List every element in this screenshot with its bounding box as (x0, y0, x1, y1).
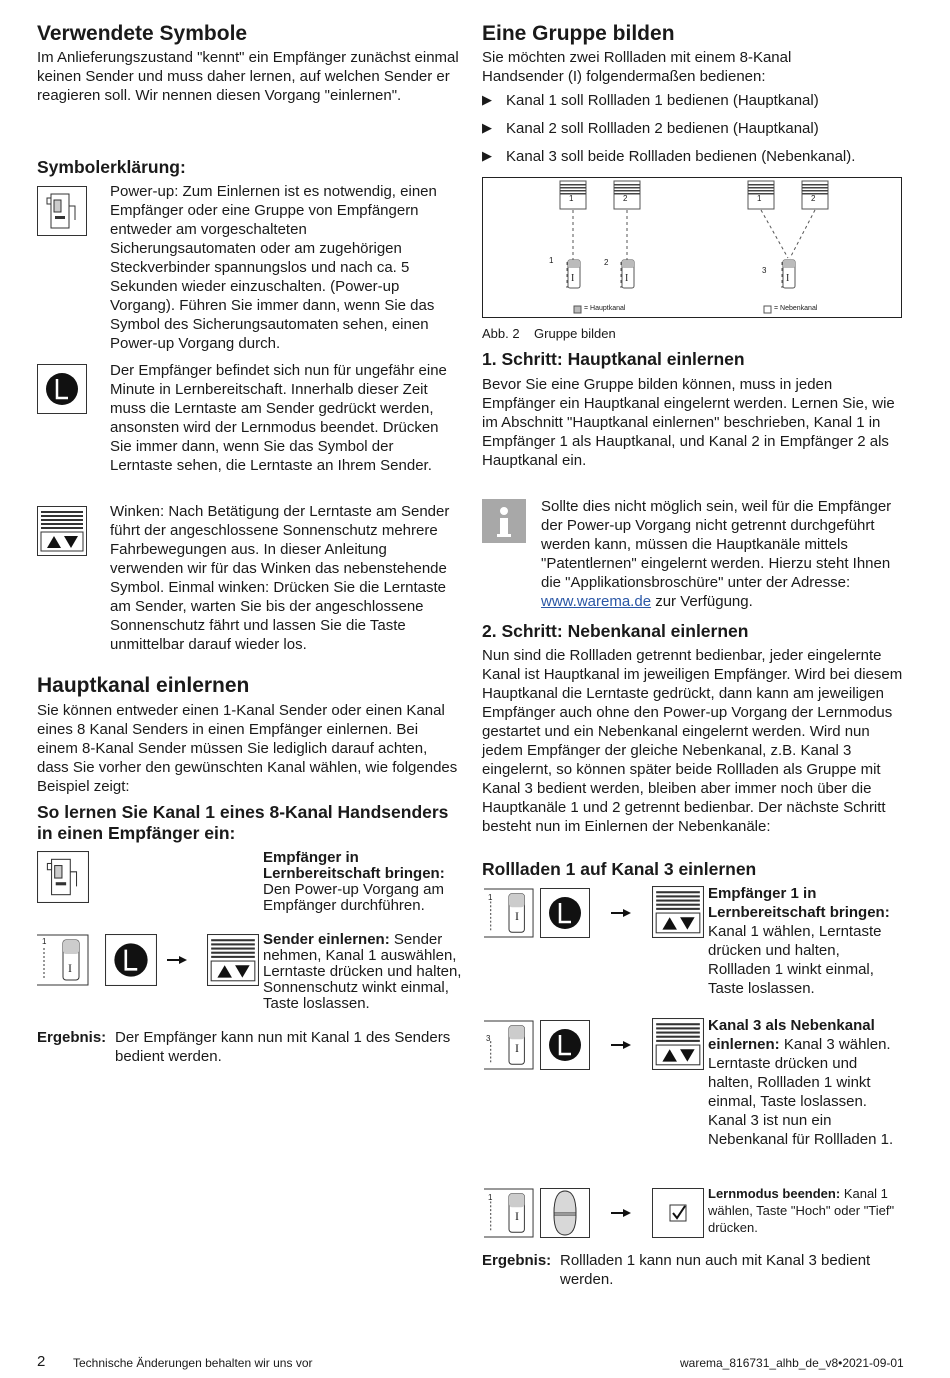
channel-label: 1 (488, 1193, 493, 1202)
breaker-icon (37, 186, 87, 236)
bullet-icon: ▶ (482, 92, 492, 107)
group-figure (482, 177, 902, 318)
step1-label: Empfänger in Lernbereitschaft bringen: (263, 849, 445, 882)
learn-key-icon (540, 888, 590, 938)
arrow-icon (167, 956, 187, 964)
learn-text: Der Empfänger befindet sich nun für ungefähr eine Minute in Lernbereitschaft. Innerhalb dieser Zeit muss die Lerntaste am Sender gedrückt werden, ansonsten wird der Lernmodus beendet. Drücken Sie immer dann, wenn Sie das Symbol der Lerntaste sehen, die Lerntaste an Ihrem Sender. (110, 362, 447, 474)
roll-step2-label: Kanal 3 als Nebenkanal einlernen: (708, 1017, 875, 1053)
roll-step2-desc: Kanal 3 wählen. Lerntaste drücken und halten, Rollladen 1 winkt einmal, Taste loslassen. Kanal 3 ist nun ein Nebenkanal für Rollladen 1. (708, 1036, 894, 1148)
heading-group: Eine Gruppe bilden (482, 22, 675, 45)
figure-blind-label: 1 (569, 194, 574, 203)
roll-step3-text (708, 1185, 904, 1236)
bullet-icon: ▶ (482, 120, 492, 135)
bullet-1: Kanal 1 soll Rollladen 1 bedienen (Hauptkanal) (506, 92, 819, 109)
figure-caption: Abb. 2 Gruppe bilden (482, 326, 616, 341)
warema-link[interactable]: www.warema.de (541, 593, 652, 610)
arrow-icon (611, 909, 631, 917)
learn-key-icon (540, 1020, 590, 1070)
heading-learn-channel1: So lernen Sie Kanal 1 eines 8-Kanal Handsenders in einen Empfänger ein: (37, 802, 449, 843)
main-text: Sie können entweder einen 1-Kanal Sender oder einen Kanal eines 8 Kanal Senders in einen Empfänger einlernen. Bei einem 8-Kanal Sender müssen Sie lediglich darauf achten, dass Sie vorher den gewünschten Kanal wählen, wie folgendes Beispiel zeigt: (37, 702, 458, 795)
page-number: 2 (37, 1353, 46, 1370)
result-label: Ergebnis: (37, 1029, 107, 1046)
figure-blind-label: 1 (757, 194, 762, 203)
legend-main-channel: = Hauptkanal (584, 305, 626, 312)
arrow-icon (611, 1209, 631, 1217)
wink-icon (207, 934, 259, 986)
info-body: Sollte dies nicht möglich sein, weil für die Empfänger der Power-up Vorgang nicht getrennt durchgeführt werden kann, müssen die Hauptkanäle mittels "Patentlernen" eingelernt werden. Hierzu steht Ihnen die "Applikationsbroschüre" unter der Adresse: (541, 498, 892, 591)
intro-text: Im Anlieferungszustand "kennt" ein Empfänger zunächst einmal keinen Sender und muss daher lernen, auf welchen Sender er reagieren soll. Wir nennen diesen Vorgang "einlernen". (37, 49, 459, 104)
roll-step3-desc: Kanal 1 wählen, Taste "Hoch" oder "Tief" drücken. (708, 1186, 895, 1235)
figure-i-label: I (625, 273, 629, 284)
svg-text:I: I (68, 961, 72, 975)
footer-note: Technische Änderungen behalten wir uns vor (73, 1356, 313, 1370)
result-text: Der Empfänger kann nun mit Kanal 1 des Senders bedient werden. (115, 1029, 451, 1065)
figure-i-label: I (571, 273, 575, 284)
step2-text (263, 932, 463, 1012)
bullet-3: Kanal 3 soll beide Rollladen bedienen (Nebenkanal). (506, 148, 856, 165)
breaker-icon (37, 851, 89, 903)
legend-sub-channel: = Nebenkanal (774, 305, 818, 312)
checkbox-icon (652, 1188, 704, 1238)
figure-channel-label: 3 (762, 266, 767, 275)
bullet-icon: ▶ (482, 148, 492, 163)
transmitter-i-label: I (515, 1041, 519, 1055)
step2-text: Nun sind die Rollladen getrennt bedienbar, jeder eingelernte Kanal ist Hauptkanal im jeweiligen Empfänger. Wird bei diesem Hauptkanal die Lerntaste gedrückt, dann kann am jeweiligen Empfänger auch ohne den Power-up Vorgang der Lernmodus gestartet und ein Nebenkanal eingelernt werden. Wird nun jedem Empfänger der gleiche Nebenkanal, z.B. Kanal 3 eingelernt, so können später beide Rollladen als Gruppe mit Kanal 3 bedient werden, bleiben aber immer noch über die Hauptkanäle 1 und 2 getrennt bedienbar. Der nächste Schritt besteht nun im Einlernen der Nebenkanäle: (482, 647, 903, 835)
roll-step3-label: Lernmodus beenden: (708, 1186, 841, 1201)
transmitter-icon (484, 1020, 534, 1070)
info-tail: zur Verfügung. (655, 593, 753, 610)
heading-symbols: Verwendete Symbole (37, 22, 248, 45)
wink-icon (652, 886, 704, 938)
figure-channel-label: 1 (549, 256, 554, 265)
transmitter-i-label: I (515, 1209, 519, 1223)
group-intro: Sie möchten zwei Rollladen mit einem 8-Kanal Handsender (I) folgendermaßen bedienen: (482, 49, 792, 85)
heading-step2: 2. Schritt: Nebenkanal einlernen (482, 621, 749, 641)
arrow-icon (611, 1041, 631, 1049)
wink-icon (652, 1018, 704, 1070)
heading-roll: Rollladen 1 auf Kanal 3 einlernen (482, 859, 757, 879)
channel-label: 1 (42, 937, 47, 946)
step1-desc: Den Power-up Vorgang am Empfänger durchführen. (263, 881, 444, 914)
step2-label: Sender einlernen: (263, 931, 390, 948)
roll-step1-text (708, 884, 906, 998)
info-icon (482, 499, 526, 543)
learn-key-icon (37, 364, 87, 414)
step1-text: Bevor Sie eine Gruppe bilden können, muss in jeden Empfänger ein Hauptkanal eingelernt werden. Lernen Sie, wie im Abschnitt "Hauptkanal einlernen" beschrieben, Kanal 1 in Empfänger 1 als Hauptkanal, und Kanal 2 in Empfänger 2 als Hauptkanal ein. (482, 376, 895, 469)
heading-step1: 1. Schritt: Hauptkanal einlernen (482, 349, 745, 369)
heading-legend: Symbolerklärung: (37, 157, 186, 177)
bullet-2: Kanal 2 soll Rollladen 2 bedienen (Hauptkanal) (506, 120, 819, 137)
roll-step2-text (708, 1016, 904, 1149)
transmitter-i-label: I (515, 909, 519, 923)
channel-label: 1 (488, 893, 493, 902)
step1-text (263, 850, 463, 914)
figure-i-label: I (786, 273, 790, 284)
step2-desc: Sender nehmen, Kanal 1 auswählen, Lerntaste drücken und halten, Sonnenschutz winkt einmal, Taste loslassen. (263, 931, 462, 1012)
figure-blind-label: 2 (811, 194, 816, 203)
roll-step1-label: Empfänger 1 in Lernbereitschaft bringen: (708, 885, 890, 921)
wink-text: Winken: Nach Betätigung der Lerntaste am Sender führt der angeschlossene Sonnenschutz mehrere Fahrbewegungen aus. In dieser Anleitung verwenden wir für das Winken das nebenstehende Symbol. Einmal winken: Drücken Sie die Lerntaste am Sender, warten Sie bis der angeschlossene Sonnenschutz fährt und lassen Sie die Taste unmittelbar darauf wieder los. (110, 503, 450, 653)
roll-step1-desc: Kanal 1 wählen, Lerntaste drücken und halten, Rollladen 1 winkt einmal, Taste loslassen. (708, 923, 882, 997)
footer-doc-id: warema_816731_alhb_de_v8•2021-09-01 (680, 1356, 904, 1370)
channel-label: 3 (486, 1034, 491, 1043)
up-down-keys-icon (540, 1188, 590, 1238)
info-text (541, 497, 903, 611)
learn-key-icon (105, 934, 157, 986)
figure-channel-label: 2 (604, 258, 609, 267)
result-label: Ergebnis: (482, 1252, 552, 1269)
heading-main-channel: Hauptkanal einlernen (37, 674, 250, 697)
wink-icon (37, 506, 87, 556)
powerup-text: Power-up: Zum Einlernen ist es notwendig, einen Empfänger oder eine Gruppe von Empfängern entweder am vorgeschalteten Sicherungsautomaten oder am zugehörigen Steckverbinder spannungslos und nach ca. 5 Sekunden wieder einzuschalten. (Power-up Vorgang). Führen Sie immer dann, wenn Sie das Symbol des Sicherungsautomaten sehen, einen Power-up Vorgang durch. (110, 183, 437, 352)
result-text: Rollladen 1 kann nun auch mit Kanal 3 bedient werden. (560, 1252, 871, 1288)
figure-blind-label: 2 (623, 194, 628, 203)
